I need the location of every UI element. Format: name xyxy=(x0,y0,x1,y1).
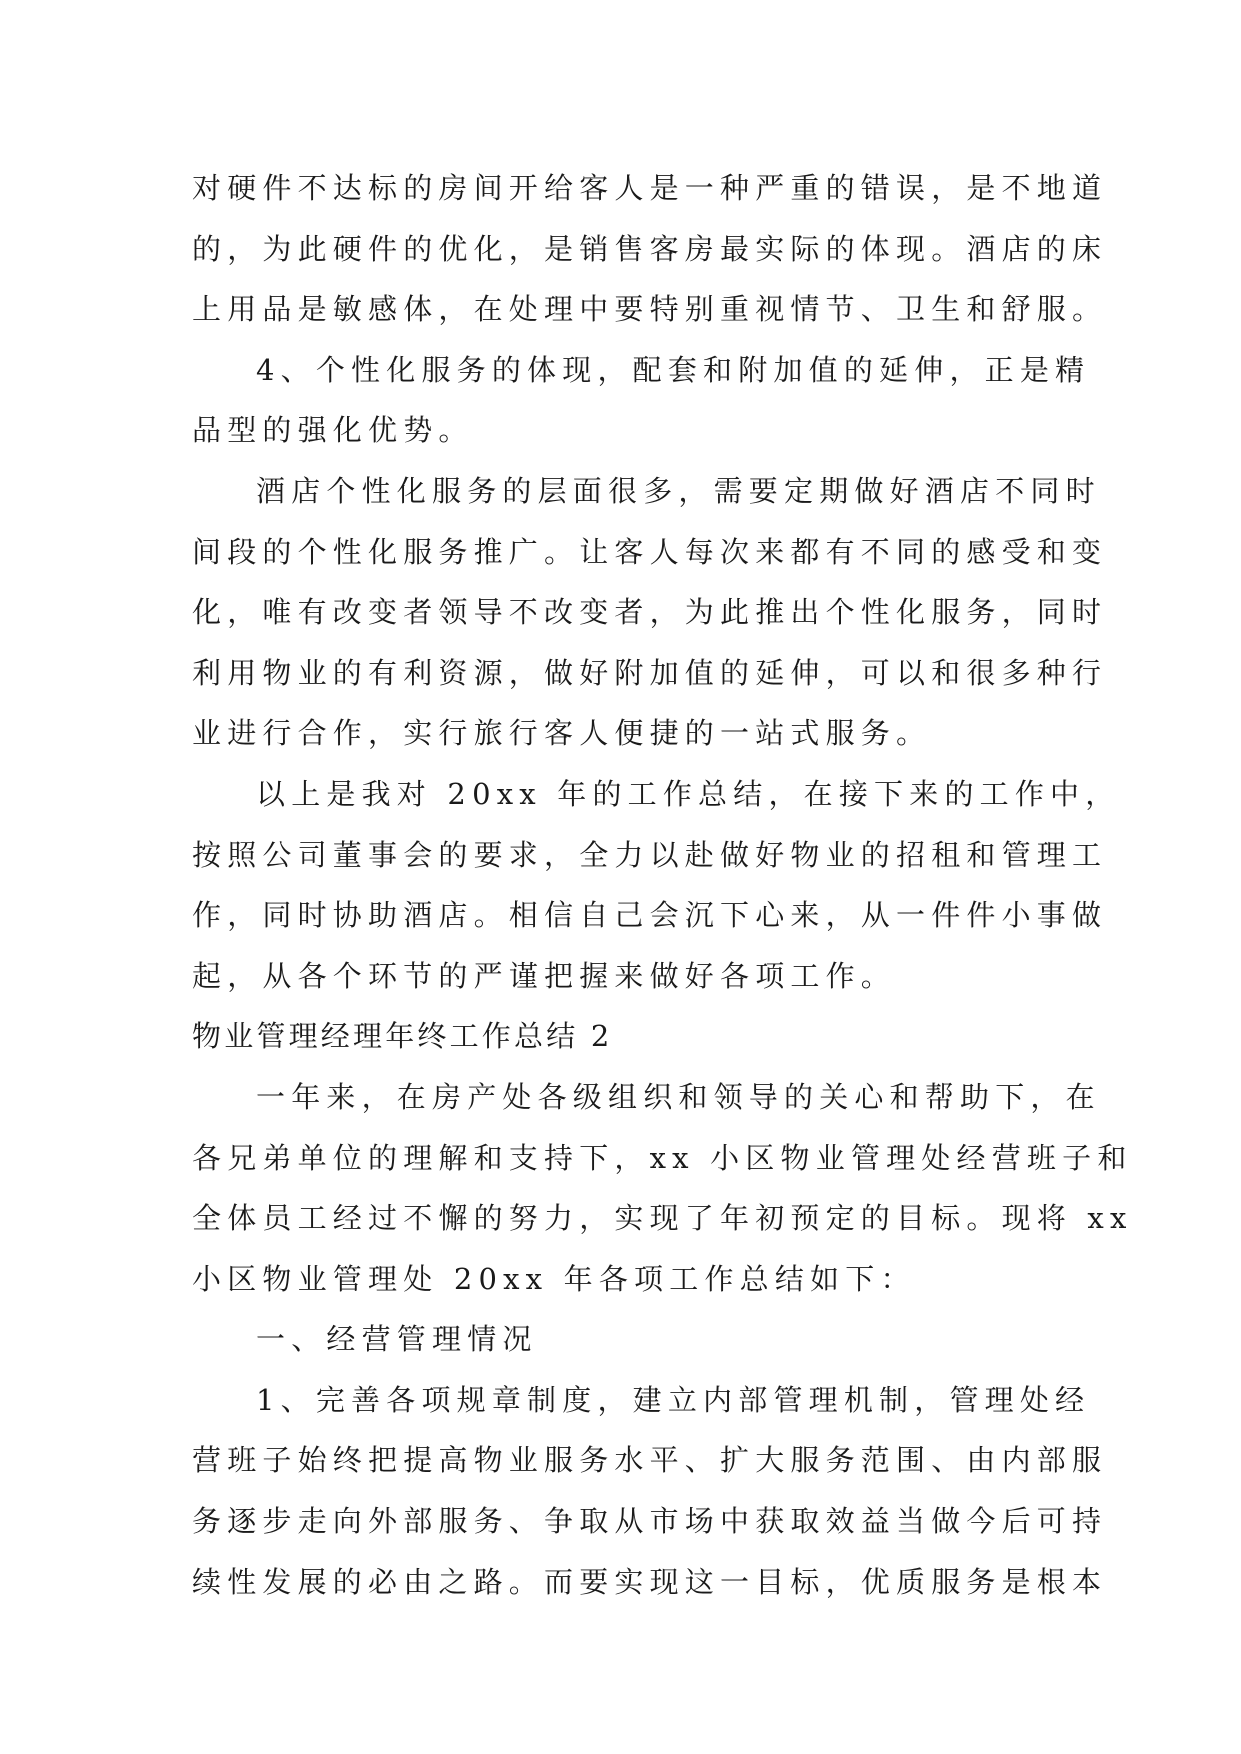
text-line: 化，唯有改变者领导不改变者，为此推出个性化服务，同时 xyxy=(192,595,1108,630)
text-line: 营班子始终把提高物业服务水平、扩大服务范围、由内部服 xyxy=(192,1443,1108,1478)
text-line: 续性发展的必由之路。而要实现这一目标，优质服务是根本 xyxy=(192,1564,1108,1599)
text-line: 4、个性化服务的体现，配套和附加值的延伸，正是精 xyxy=(256,352,1091,387)
text-line: 利用物业的有利资源，做好附加值的延伸，可以和很多种行 xyxy=(192,655,1108,690)
text-line: 务逐步走向外部服务、争取从市场中获取效益当做今后可持 xyxy=(192,1504,1108,1539)
text-line: 小区物业管理处 20xx 年各项工作总结如下： xyxy=(192,1261,916,1296)
text-line: 品型的强化优势。 xyxy=(192,413,474,448)
document-page xyxy=(192,158,1133,1612)
text-line: 各兄弟单位的理解和支持下，xx 小区物业管理处经营班子和 xyxy=(192,1140,1133,1175)
text-line: 上用品是敏感体，在处理中要特别重视情节、卫生和舒服。 xyxy=(192,292,1108,327)
subsection-heading: 一、经营管理情况 xyxy=(256,1322,538,1357)
text-line: 酒店个性化服务的层面很多，需要定期做好酒店不同时 xyxy=(256,473,1101,508)
text-line: 一年来，在房产处各级组织和领导的关心和帮助下，在 xyxy=(256,1079,1101,1114)
text-line: 的，为此硬件的优化，是销售客房最实际的体现。酒店的床 xyxy=(192,231,1108,266)
text-line: 全体员工经过不懈的努力，实现了年初预定的目标。现将 xx xyxy=(192,1201,1133,1236)
text-line: 以上是我对 20xx 年的工作总结，在接下来的工作中， xyxy=(256,776,1121,811)
text-line: 作，同时协助酒店。相信自己会沉下心来，从一件件小事做 xyxy=(192,898,1108,933)
text-line: 业进行合作，实行旅行客人便捷的一站式服务。 xyxy=(192,716,932,751)
text-line: 对硬件不达标的房间开给客人是一种严重的错误，是不地道 xyxy=(192,171,1108,205)
text-line: 间段的个性化服务推广。让客人每次来都有不同的感受和变 xyxy=(192,534,1108,569)
text-line: 按照公司董事会的要求，全力以赴做好物业的招租和管理工 xyxy=(192,837,1108,872)
text-line: 1、完善各项规章制度，建立内部管理机制，管理处经 xyxy=(256,1382,1091,1417)
text-line: 起，从各个环节的严谨把握来做好各项工作。 xyxy=(192,958,897,993)
section-heading: 物业管理经理年终工作总结 2 xyxy=(192,1019,613,1054)
